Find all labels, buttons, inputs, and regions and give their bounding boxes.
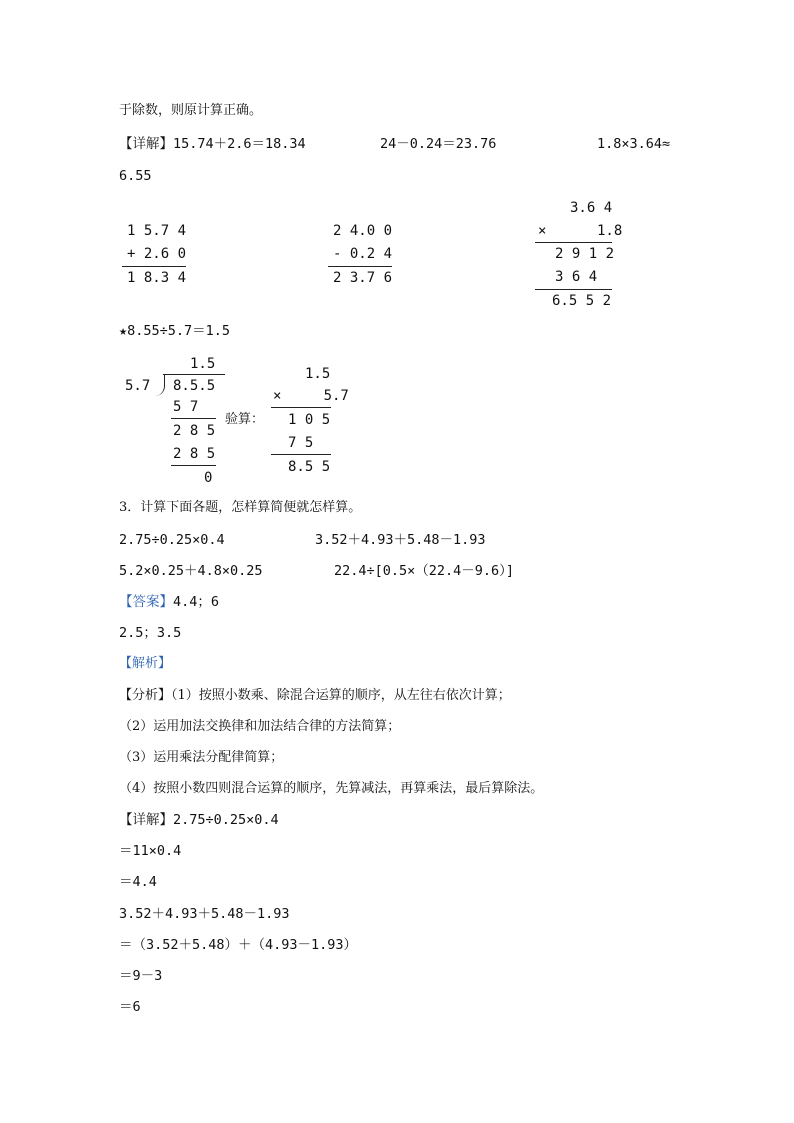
detail-2-line-6: ＝9－3 [119,968,163,984]
equation-3-continued: 6.55 [119,168,152,184]
answer-line-2: 2.5；3.5 [119,625,182,641]
detail-tag: 【详解】 [119,136,173,152]
analysis-line-3: （3）运用乘法分配律简算； [119,750,284,765]
analysis-tag: 【解析】 [119,656,172,671]
intro-text: 于除数，则原计算正确。 [119,103,263,118]
remainder-line: 2 8 5 [173,423,216,439]
detail-2-line-2: ＝11×0.4 [119,843,182,859]
detail-2-expr: 2.75÷0.25×0.4 [173,812,279,828]
sub-rule [328,266,392,267]
mul-row-3: 2 9 1 2 [555,246,615,262]
problem-2: 3.52＋4.93＋5.48－1.93 [315,532,486,548]
analysis-line-4: （4）按照小数四则混合运算的顺序，先算减法，再算乘法，最后算除法。 [119,781,544,796]
star-equation: ★8.55÷5.7＝1.5 [119,323,231,339]
add-row-3: 1 8.3 4 [127,270,187,286]
detail-2-line-1 [119,812,279,828]
add-row-1: 1 5.7 4 [127,223,187,239]
mul-row-5: 6.5 5 2 [552,293,612,309]
mul-rule-1 [535,242,612,243]
mul-rule-2 [535,289,612,290]
sub-row-1: 2 4.0 0 [333,223,393,239]
add-row-2: + 2.6 0 [127,246,187,262]
equation-2: 24－0.24＝23.76 [380,136,497,152]
problem-1: 2.75÷0.25×0.4 [119,532,225,548]
check-rule-2 [271,454,331,455]
quotient: 1.5 [190,356,216,372]
check-row-3: 1 0 5 [288,412,331,428]
check-row-1: 1.5 [305,366,331,382]
detail-2-line-5: ＝（3.52＋5.48）＋（4.93－1.93） [119,937,358,953]
div-rule-1 [171,418,216,419]
sub-row-3: 2 3.7 6 [333,270,393,286]
question-3-title: 3．计算下面各题，怎样算简便就怎样算。 [119,500,362,515]
detail-2-line-3: ＝4.4 [119,874,157,890]
detail-2-tag: 【详解】 [119,812,173,828]
mul-row-4: 3 6 4 [555,269,598,285]
check-row-2: × 5.7 [273,388,349,404]
mul-row-2: × 1.8 [538,223,623,239]
analysis-line-2: （2）运用加法交换律和加法结合律的方法简算； [119,719,401,734]
mul-row-1: 3.6 4 [570,200,613,216]
answer-values-1: 4.4；6 [173,594,220,610]
equation-1: 15.74＋2.6＝18.34 [173,136,306,152]
equation-3: 1.8×3.64≈ [597,136,671,152]
answer-tag: 【答案】 [119,594,173,610]
analysis-line-1 [119,688,511,704]
detail-2-line-7: ＝6 [119,999,141,1015]
add-rule [122,266,186,267]
dividend: 8.5.5 [173,378,216,394]
div-rule-2 [171,465,216,466]
problem-4: 22.4÷[0.5×（22.4－9.6）] [334,563,515,579]
analysis-text-1: （1）按照小数乘、除混合运算的顺序，从左往右依次计算； [171,688,511,703]
problem-3: 5.2×0.25＋4.8×0.25 [119,563,263,579]
divisor: 5.7 [125,378,151,394]
check-label: 验算： [225,412,265,427]
division-bracket [155,374,165,396]
check-row-5: 8.5 5 [288,459,331,475]
detail-1-line [119,136,306,152]
analysis-sub-tag: 【分析】 [119,688,172,703]
check-row-4: 7 5 [288,435,314,451]
check-rule-1 [271,407,331,408]
subtract-1: 5 7 [173,399,199,415]
division-bar [163,374,225,375]
detail-2-line-4: 3.52＋4.93＋5.48－1.93 [119,906,290,922]
answer-line-1 [119,594,219,610]
final-remainder: 0 [204,470,213,486]
subtract-2: 2 8 5 [173,446,216,462]
sub-row-2: - 0.2 4 [333,246,393,262]
